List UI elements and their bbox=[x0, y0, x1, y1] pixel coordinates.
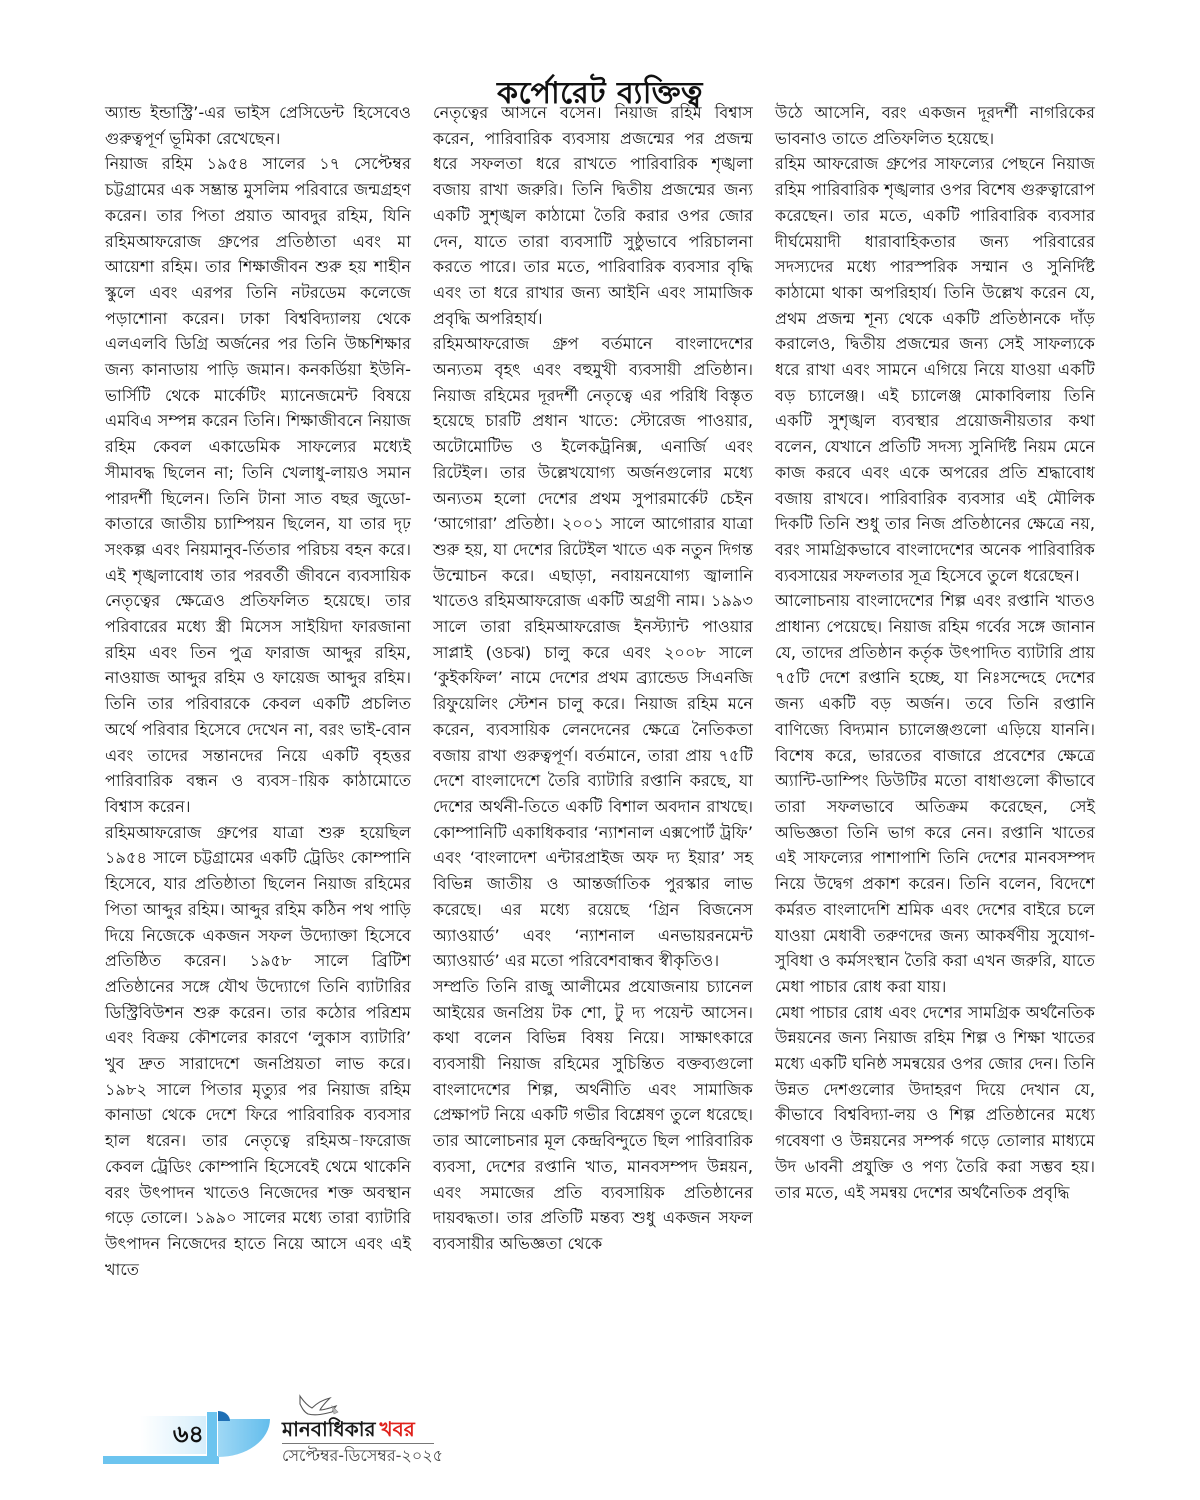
section-title: কর্পোরেট ব্যক্তিত্ব bbox=[497, 76, 703, 112]
paragraph: রহিম আফরোজ গ্রুপের সাফল্যের পেছনে নিয়াজ রহিম পারিবারিক শৃঙ্খলার ওপর বিশেষ গুরুত্বারোপ করেছেন। তার মতে, একটি পারিবারিক ব্যবসার দীর্ঘমেয়াদী ধারাবাহিকতার জন্য পরিবারের সদস্যদের মধ্যে পারস্পরিক সম্মান ও সুনির্দিষ্ট কাঠামো থাকা অপরিহার্য। তিনি উল্লেখ করেন যে, প্রথম প্রজন্ম শূন্য থেকে একটি প্রতিষ্ঠানকে দাঁড় করালেও, দ্বিতীয় প্রজন্মের জন্য সেই সাফল্যকে ধরে রাখা এবং সামনে এগিয়ে নিয়ে যাওয়া একটি বড় চ্যালেঞ্জ। এই চ্যালেঞ্জ মোকাবিলায় তিনি একটি সুশৃঙ্খল ব্যবস্থার প্রয়োজনীয়তার কথা বলেন, যেখানে প্রতিটি সদস্য সুনির্দিষ্ট নিয়ম মেনে কাজ করবে এবং একে অপরের প্রতি শ্রদ্ধাবোধ বজায় রাখবে। পারিবারিক ব্যবসার এই মৌলিক দিকটি তিনি শুধু তার নিজ প্রতিষ্ঠানের ক্ষেত্রে নয়, বরং সামগ্রিকভাবে বাংলাদেশের অনেক পারিবারিক ব্যবসায়ের সফলতার সূত্র হিসেবে তুলে ধরেছেন। bbox=[775, 154, 1095, 585]
paragraph: নেতৃত্বের আসনে বসেন। নিয়াজ রহিম বিশ্বাস করেন, পারিবারিক ব্যবসায় প্রজন্মের পর প্রজন্ম ধরে সফলতা ধরে রাখতে পারিবারিক শৃঙ্খলা বজায় রাখা জরুরি। তিনি দ্বিতীয় প্রজন্মের জন্য একটি সুশৃঙ্খল কাঠামো তৈরি করার ওপর জোর দেন, যাতে তারা ব্যবসাটি সুষ্ঠুভাবে পরিচালনা করতে পারে। তার মতে, পারিবারিক ব্যবসার বৃদ্ধি এবং তা ধরে রাখার জন্য আইনি এবং সামাজিক প্রবৃদ্ধি অপরিহার্য। bbox=[433, 103, 753, 328]
paragraph: উঠে আসেনি, বরং একজন দূরদর্শী নাগরিকের ভাবনাও তাতে প্রতিফলিত হয়েছে। bbox=[775, 103, 1095, 148]
publication-name-part2: খবর bbox=[379, 1417, 415, 1441]
page-number-divider bbox=[207, 1412, 217, 1464]
paragraph: সম্প্রতি তিনি রাজু আলীমের প্রযোজনায় চ্যানেল আইয়ের জনপ্রিয় টক শো, টু দ্য পয়েন্ট আসেন। কথা বলেন বিভিন্ন বিষয় নিয়ে। সাক্ষাৎকারে ব্যবসায়ী নিয়াজ রহিমের সুচিন্তিত বক্তব্যগুলো বাংলাদেশের শিল্প, অর্থনীতি এবং সামাজিক প্রেক্ষাপট নিয়ে একটি গভীর বিশ্লেষণ তুলে ধরেছে। তার আলোচনার মূল কেন্দ্রবিন্দুতে ছিল পারিবারিক ব্যবসা, দেশের রপ্তানি খাত, মানবসম্পদ উন্নয়ন, এবং সমাজের প্রতি ব্যবসায়িক প্রতিষ্ঠানের দায়বদ্ধতা। তার প্রতিটি মন্তব্য শুধু একজন সফল ব্যবসায়ীর অভিজ্ঞতা থেকে bbox=[433, 976, 753, 1253]
paragraph: অ্যান্ড ইন্ডাস্ট্রি’-এর ভাইস প্রেসিডেন্ট হিসেবেও গুরুত্বপূর্ণ ভূমিকা রেখেছেন। bbox=[105, 103, 411, 148]
article-column-2 bbox=[433, 100, 753, 1257]
page-number: ৬৪ bbox=[172, 1420, 204, 1448]
paragraph: মেধা পাচার রোধ এবং দেশের সামগ্রিক অর্থনৈতিক উন্নয়নের জন্য নিয়াজ রহিম শিল্প ও শিক্ষা খাতের মধ্যে একটি ঘনিষ্ঠ সমন্বয়ের ওপর জোর দেন। তিনি উন্নত দেশগুলোর উদাহরণ দিয়ে দেখান যে, কীভাবে বিশ্ববিদ্যা-লয় ও শিল্প প্রতিষ্ঠানের মধ্যে গবেষণা ও উন্নয়নের সম্পর্ক গড়ে তোলার মাধ্যমে উদ ৬াবনী প্রযুক্তি ও পণ্য তৈরি করা সম্ভব হয়। তার মতে, এই সমন্বয় দেশের অর্থনৈতিক প্রবৃদ্ধি bbox=[775, 1002, 1095, 1202]
publication-name-part1: মানবাধিকার bbox=[282, 1417, 376, 1441]
publication-name bbox=[282, 1416, 415, 1442]
article-column-3 bbox=[775, 100, 1095, 1205]
paragraph: নিয়াজ রহিম ১৯৫৪ সালের ১৭ সেপ্টেম্বর চট্টগ্রামের এক সম্ভ্রান্ত মুসলিম পরিবারে জন্মগ্রহণ করেন। তার পিতা প্রয়াত আবদুর রহিম, যিনি রহিমআফরোজ গ্রুপের প্রতিষ্ঠাতা এবং মা আয়েশা রহিম। তার শিক্ষাজীবন শুরু হয় শাহীন স্কুলে এবং এরপর তিনি নটরডেম কলেজে পড়াশোনা করেন। ঢাকা বিশ্ববিদ্যালয় থেকে এলএলবি ডিগ্রি অর্জনের পর তিনি উচ্চশিক্ষার জন্য কানাডায় পাড়ি জমান। কনকর্ডিয়া ইউনি-ভার্সিটি থেকে মার্কেটিং ম্যানেজমেন্ট বিষয়ে এমবিএ সম্পন্ন করেন তিনি। শিক্ষাজীবনে নিয়াজ রহিম কেবল একাডেমিক সাফল্যের মধ্যেই সীমাবদ্ধ ছিলেন না; তিনি খেলাধু-লায়ও সমান পারদর্শী ছিলেন। তিনি টানা সাত বছর জুডো-কাতারে জাতীয় চ্যাম্পিয়ন ছিলেন, যা তার দৃঢ় সংকল্প এবং নিয়মানুব-র্তিতার পরিচয় বহন করে। এই শৃঙ্খলাবোধ তার পরবর্তী জীবনে ব্যবসায়িক নেতৃত্বের ক্ষেত্রেও প্রতিফলিত হয়েছে। তার পরিবারের মধ্যে স্ত্রী মিসেস সাইয়িদা ফারজানা রহিম এবং তিন পুত্র ফারাজ আব্দুর রহিম, নাওয়াজ আব্দুর রহিম ও ফায়েজ আব্দুর রহিম। তিনি তার পরিবারকে কেবল একটি প্রচলিত অর্থে পরিবার হিসেবে দেখেন না, বরং ভাই-বোন এবং তাদের সন্তানদের নিয়ে একটি বৃহত্তর পারিবারিক বন্ধন ও ব্যবস-ায়িক কাঠামোতে বিশ্বাস করেন। bbox=[105, 154, 411, 816]
paragraph: আলোচনায় বাংলাদেশের শিল্প এবং রপ্তানি খাতও প্রাধান্য পেয়েছে। নিয়াজ রহিম গর্বের সঙ্গে জানান যে, তাদের প্রতিষ্ঠান কর্তৃক উৎপাদিত ব্যাটারি প্রায় ৭৫টি দেশে রপ্তানি হচ্ছে, যা নিঃসন্দেহে দেশের জন্য একটি বড় অর্জন। তবে তিনি রপ্তানি বাণিজ্যে বিদ্যমান চ্যালেঞ্জগুলো এড়িয়ে যাননি। বিশেষ করে, ভারতের বাজারে প্রবেশের ক্ষেত্রে অ্যান্টি-ডাম্পিং ডিউটির মতো বাধাগুলো কীভাবে তারা সফলভাবে অতিক্রম করেছেন, সেই অভিজ্ঞতা তিনি ভাগ করে নেন। রপ্তানি খাতের এই সাফল্যের পাশাপাশি তিনি দেশের মানবসম্পদ নিয়ে উদ্বেগ প্রকাশ করেন। তিনি বলেন, বিদেশে কর্মরত বাংলাদেশি শ্রমিক এবং দেশের বাইরে চলে যাওয়া মেধাবী তরুণদের জন্য আকর্ষণীয় সুযোগ-সুবিধা ও কর্মসংস্থান তৈরি করা এখন জরুরি, যাতে মেধা পাচার রোধ করা যায়। bbox=[775, 591, 1095, 996]
publication-logo bbox=[282, 1392, 472, 1472]
issue-period: সেপ্টেম্বর-ডিসেম্বর-২০২৫ bbox=[282, 1446, 444, 1465]
article-column-1 bbox=[105, 100, 411, 1282]
page-number-underline bbox=[103, 1456, 219, 1464]
paragraph: রহিমআফরোজ গ্রুপ বর্তমানে বাংলাদেশের অন্যতম বৃহৎ এবং বহুমুখী ব্যবসায়ী প্রতিষ্ঠান। নিয়াজ রহিমের দূরদর্শী নেতৃত্বে এর পরিধি বিস্তৃত হয়েছে চারটি প্রধান খাতে: স্টোরেজ পাওয়ার, অটোমোটিভ ও ইলেকট্রনিক্স, এনার্জি এবং রিটেইল। তার উল্লেখযোগ্য অর্জনগুলোর মধ্যে অন্যতম হলো দেশের প্রথম সুপারমার্কেট চেইন ‘আগোরা’ প্রতিষ্ঠা। ২০০১ সালে আগোরার যাত্রা শুরু হয়, যা দেশের রিটেইল খাতে এক নতুন দিগন্ত উন্মোচন করে। এছাড়া, নবায়নযোগ্য জ্বালানি খাতেও রহিমআফরোজ একটি অগ্রণী নাম। ১৯৯৩ সালে তারা রহিমআফরোজ ইনস্ট্যান্ট পাওয়ার সাপ্লাই (ওচঝ) চালু করে এবং ২০০৮ সালে ‘কুইকফিল’ নামে দেশের প্রথম ব্র্যান্ডেড সিএনজি রিফুয়েলিং স্টেশন চালু করে। নিয়াজ রহিম মনে করেন, ব্যবসায়িক লেনদেনের ক্ষেত্রে নৈতিকতা বজায় রাখা গুরুত্বপূর্ণ। বর্তমানে, তারা প্রায় ৭৫টি দেশে বাংলাদেশে তৈরি ব্যাটারি রপ্তানি করছে, যা দেশের অর্থনী-তিতে একটি বিশাল অবদান রাখছে। কোম্পানিটি একাধিকবার ‘ন্যাশনাল এক্সপোর্ট ট্রফি’ এবং ‘বাংলাদেশ এন্টারপ্রাইজ অফ দ্য ইয়ার’ সহ বিভিন্ন জাতীয় ও আন্তর্জাতিক পুরস্কার লাভ করেছে। এর মধ্যে রয়েছে ‘গ্রিন বিজনেস অ্যাওয়ার্ড’ এবং ‘ন্যাশনাল এনভায়রনমেন্ট অ্যাওয়ার্ড’ এর মতো পরিবেশবান্ধব স্বীকৃতিও। bbox=[433, 334, 753, 971]
paragraph: রহিমআফরোজ গ্রুপের যাত্রা শুরু হয়েছিল ১৯৫৪ সালে চট্টগ্রামের একটি ট্রেডিং কোম্পানি হিসেবে, যার প্রতিষ্ঠাতা ছিলেন নিয়াজ রহিমের পিতা আব্দুর রহিম। আব্দুর রহিম কঠিন পথ পাড়ি দিয়ে নিজেকে একজন সফল উদ্যোক্তা হিসেবে প্রতিষ্ঠিত করেন। ১৯৫৮ সালে ব্রিটিশ প্রতিষ্ঠানের সঙ্গে যৌথ উদ্যোগে তিনি ব্যাটারির ডিস্ট্রিবিউশন শুরু করেন। তার কঠোর পরিশ্রম এবং বিক্রয় কৌশলের কারণে ‘লুকাস ব্যাটারি’ খুব দ্রুত সারাদেশে জনপ্রিয়তা লাভ করে। ১৯৮২ সালে পিতার মৃত্যুর পর নিয়াজ রহিম কানাডা থেকে দেশে ফিরে পারিবারিক ব্যবসার হাল ধরেন। তার নেতৃত্বে রহিমঅ-াফরোজ কেবল ট্রেডিং কোম্পানি হিসেবেই থেমে থাকেনি বরং উৎপাদন খাতেও নিজেদের শক্ত অবস্থান গড়ে তোলে। ১৯৯০ সালের মধ্যে তারা ব্যাটারি উৎপাদন নিজেদের হাতে নিয়ে আসে এবং এই খাতে bbox=[105, 822, 411, 1279]
